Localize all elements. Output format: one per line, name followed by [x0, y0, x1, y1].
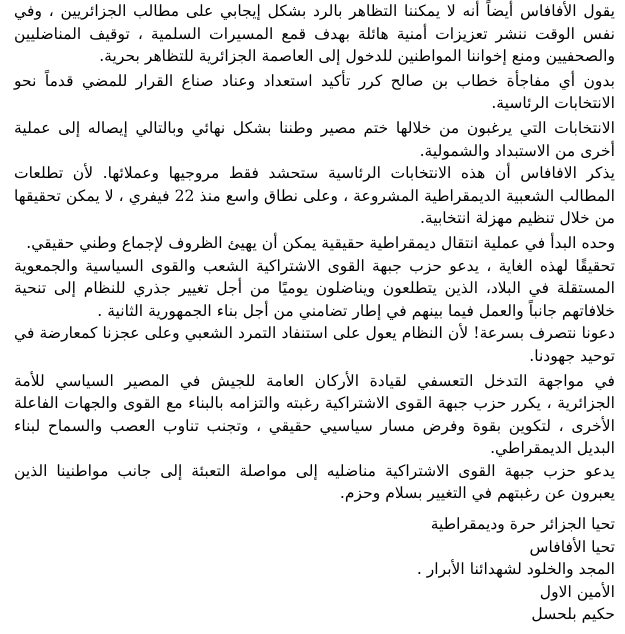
- paragraph-4: يذكر الافافاس أن هذه الانتخابات الرئاسية ستحشد فقط مروجيها وعملائها. لأن تطلعات المطالب الشعبية الديمقراطية المشروعة ، وعلى نطاق واسع منذ 22 فيفري ، لا يمكن تحقيقها من خلال تنظيم مهزلة انتخابية.: [14, 164, 615, 228]
- closing-slogan-2: تحيا الأفافاس: [529, 537, 615, 556]
- document-body: [14, 0, 615, 626]
- paragraph-8: في مواجهة التدخل التعسفي لقيادة الأركان العامة للجيش في المصير السياسي للأمة الجزائرية ، يكرر حزب جبهة القوى الاشتراكية رغبته والتزامه بالبناء مع القوى والجهات الفاعلة الأخرى ، لتكوين بقوة وفرض مسار سياسيي حقيقي ، وتجنب تناوب العصب والسماح لبناء البديل الديمقراطي.: [14, 371, 615, 458]
- paragraph-9: يدعو حزب جبهة القوى الاشتراكية مناضليه إلى مواصلة التعبئة إلى جانب مواطنينا الذين يعبرون عن رغبتهم في التغيير بسلام وحزم.: [14, 461, 615, 503]
- paragraph-1: يقول الأفافاس أيضاً أنه لا يمكننا التظاهر بالرد بشكل إيجابي على مطالب الجزائريين ، وفي نفس الوقت ننشر تعزيزات أمنية هائلة بهدف قمع المسيرات السلمية ، توقيف المناضليين والصحفيين ومنع إخواننا المواطنين للدخول إلى العاصمة الجزائرية للتظاهر بحرية.: [14, 2, 615, 66]
- paragraph-3: الانتخابات التي يرغبون من خلالها ختم مصير وطننا بشكل نهائي وبالتالي إيصاله إلى عملية أخرى من الاستبداد والشمولية.: [14, 118, 615, 160]
- closing-slogan-3: المجد والخلود لشهدائنا الأبرار .: [416, 560, 615, 579]
- closing-block: [14, 513, 615, 626]
- paragraph-2: بدون أي مفاجأة خطاب بن صالح كرر تأكيد استعداد وعناد صناع القرار للمضي قدماً نحو الانتخابات الرئاسية.: [14, 71, 615, 113]
- signatory-name: حكيم بلحسل: [531, 605, 615, 624]
- paragraph-7: دعونا نتصرف بسرعة! لأن النظام يعول على استنفاد التمرد الشعبي وعلى عجزنا كمعارضة في توحيد جهودنا.: [14, 324, 615, 365]
- signatory-title: الأمين الاول: [539, 582, 615, 601]
- closing-slogan-1: تحيا الجزائر حرة وديمقراطية: [430, 515, 615, 534]
- paragraph-5: وحده البدأ في عملية انتقال ديمقراطية حقيقية يمكن أن يهيئ الظروف لإجماع وطني حقيقي.: [26, 233, 615, 252]
- paragraph-6: تحقيقًا لهذه الغاية ، يدعو حزب جبهة القوى الاشتراكية الشعب والقوى السياسية والجمعوية المستقلة في البلاد، الذين يتطلعون ويناضلون يوميًا من أجل تغيير جذري للنظام إلى تنحية خلافاتهم جانباً والعمل فيما بينهم في إطار تضامني من أجل بناء الجمهورية الثانية .: [14, 256, 615, 320]
